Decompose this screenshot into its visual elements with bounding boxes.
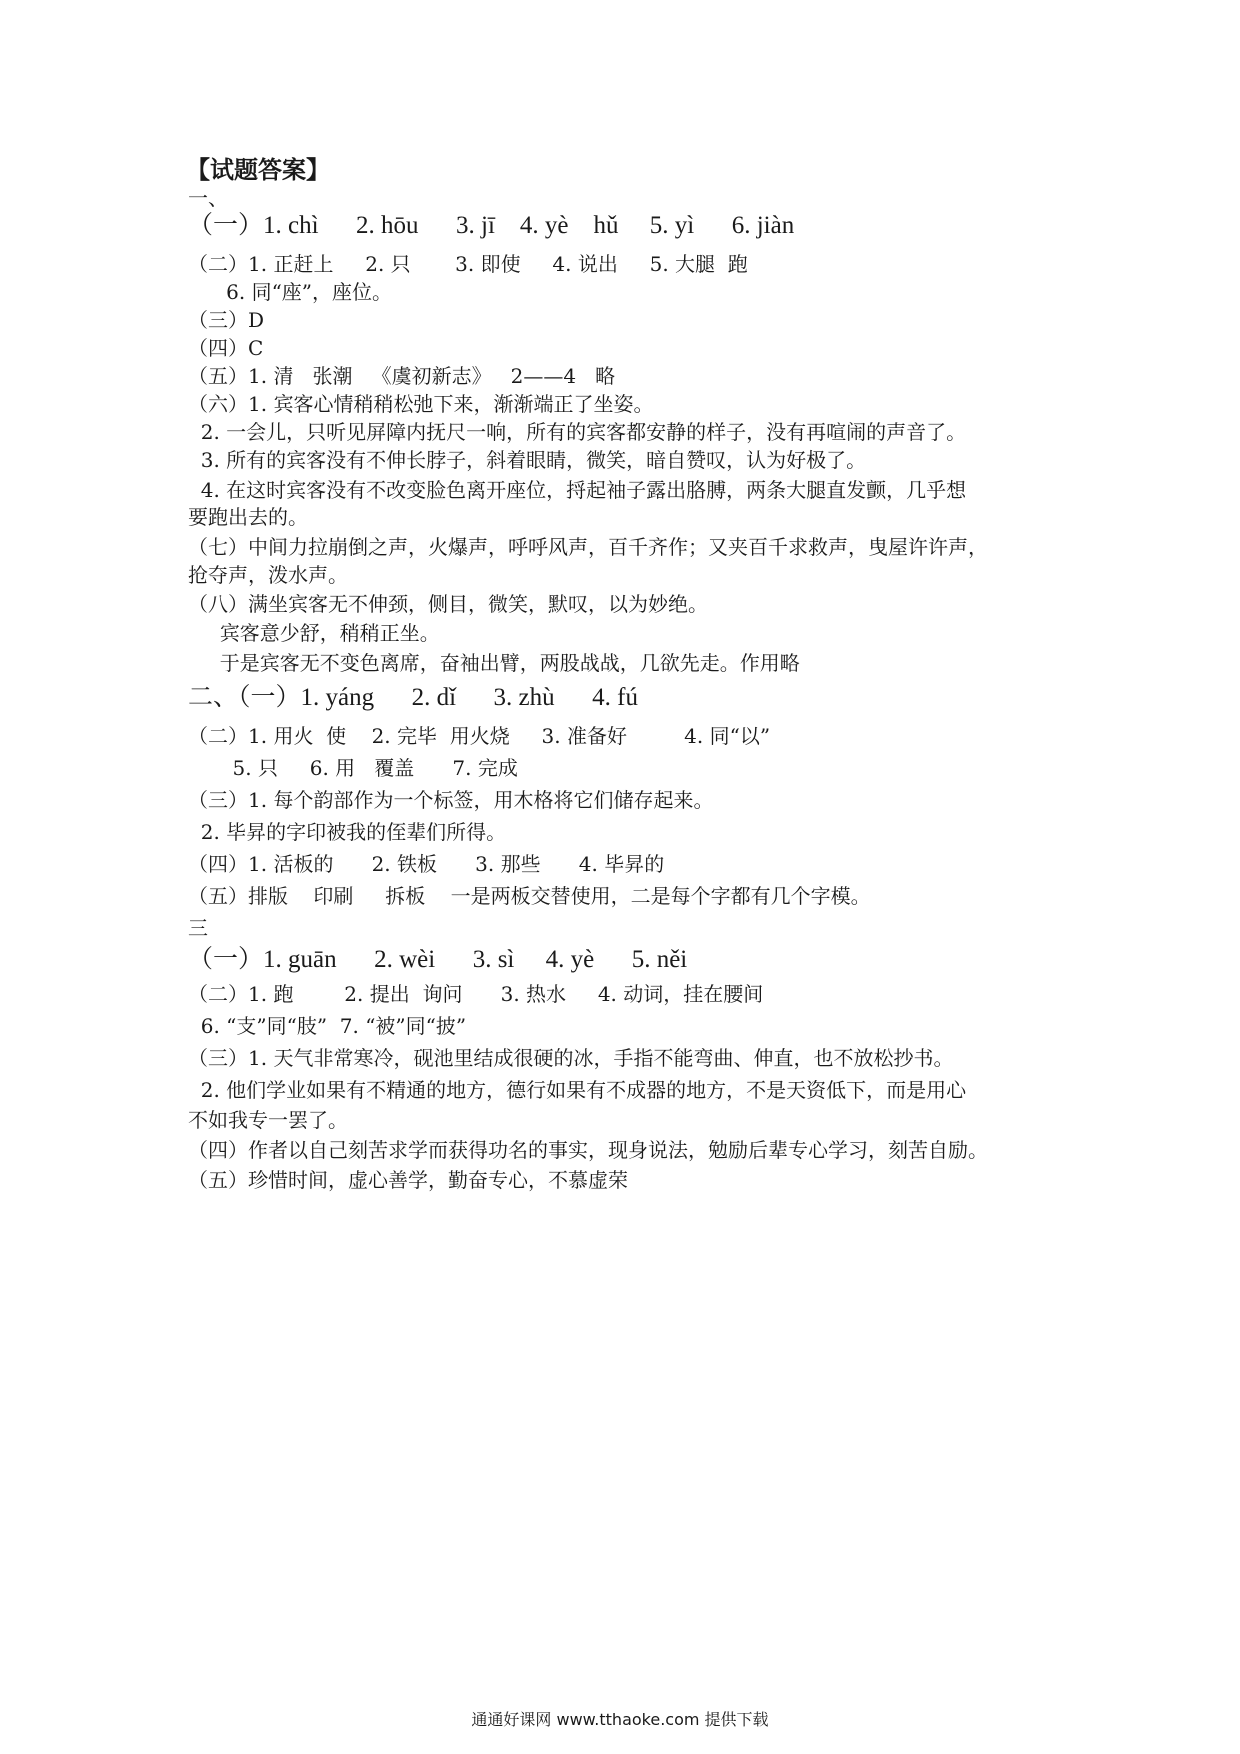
answer-line: 6. 同“座”，座位。 bbox=[188, 280, 393, 304]
answer-line: （四）作者以自己刻苦求学而获得功名的事实，现身说法，勉励后辈专心学习，刻苦自励。 bbox=[188, 1138, 988, 1162]
answer-line: 不如我专一罢了。 bbox=[188, 1108, 348, 1132]
answer-line: 要跑出去的。 bbox=[188, 505, 308, 529]
answer-line: （七）中间力拉崩倒之声，火爆声，呼呼风声，百千齐作；又夹百千求救声，曳屋许许声， bbox=[188, 535, 988, 559]
answer-line: （五）排版 印刷 拆板 一是两板交替使用，二是每个字都有几个字模。 bbox=[188, 884, 871, 908]
answer-line: （六）1. 宾客心情稍稍松弛下来，渐渐端正了坐姿。 bbox=[188, 392, 654, 416]
answer-line: （三）D bbox=[188, 308, 265, 332]
answer-line: 5. 只 6. 用 覆盖 7. 完成 bbox=[188, 756, 518, 780]
answer-line: （四）C bbox=[188, 336, 264, 360]
answer-line: （一）1. chì 2. hōu 3. jī 4. yè hǔ 5. yì 6. jiàn bbox=[188, 212, 795, 239]
answer-line: 2. 一会儿，只听见屏障内抚尺一响，所有的宾客都安静的样子，没有再喧闹的声音了。 bbox=[188, 420, 967, 444]
answer-line: 6. “支”同“肢” 7. “被”同“披” bbox=[188, 1014, 467, 1038]
answer-line: （二）1. 跑 2. 提出 询问 3. 热水 4. 动词，挂在腰间 bbox=[188, 982, 764, 1006]
section-3-label: 三 bbox=[188, 916, 208, 940]
section-1-label: 一、 bbox=[188, 186, 228, 210]
answer-line: （八）满坐宾客无不伸颈，侧目，微笑，默叹，以为妙绝。 bbox=[188, 592, 708, 616]
answer-line: 4. 在这时宾客没有不改变脸色离开座位，捋起袖子露出胳膊，两条大腿直发颤，几乎想 bbox=[188, 478, 967, 502]
answer-line: （四）1. 活板的 2. 铁板 3. 那些 4. 毕昇的 bbox=[188, 852, 665, 876]
answer-line: （三）1. 天气非常寒冷，砚池里结成很硬的冰，手指不能弯曲、伸直，也不放松抄书。 bbox=[188, 1046, 954, 1070]
answer-line: 于是宾客无不变色离席，奋袖出臂，两股战战，几欲先走。作用略 bbox=[188, 651, 800, 675]
answer-line: （五）1. 清 张潮 《虞初新志》 2——4 略 bbox=[188, 364, 616, 388]
answer-line: 2. 他们学业如果有不精通的地方，德行如果有不成器的地方，不是天资低下，而是用心 bbox=[188, 1078, 967, 1102]
answer-line: （五）珍惜时间，虚心善学，勤奋专心，不慕虚荣 bbox=[188, 1168, 628, 1192]
download-footer: 通通好课网 www.tthaoke.com 提供下载 bbox=[471, 1710, 769, 1729]
answer-line: （二）1. 正赶上 2. 只 3. 即使 4. 说出 5. 大腿 跑 bbox=[188, 252, 748, 276]
answer-line: 抢夺声，泼水声。 bbox=[188, 563, 348, 587]
answer-line: （一）1. guān 2. wèi 3. sì 4. yè 5. něi bbox=[188, 946, 688, 973]
answer-line: 3. 所有的宾客没有不伸长脖子，斜着眼睛，微笑，暗自赞叹，认为好极了。 bbox=[188, 448, 867, 472]
section-2-label: 二、（一）1. yáng 2. dǐ 3. zhù 4. fú bbox=[188, 684, 638, 711]
answer-line: （二）1. 用火 使 2. 完毕 用火烧 3. 准备好 4. 同“以” bbox=[188, 724, 771, 748]
answers-heading: 【试题答案】 bbox=[186, 156, 330, 184]
answer-line: 2. 毕昇的字印被我的侄辈们所得。 bbox=[188, 820, 507, 844]
answer-line: 宾客意少舒，稍稍正坐。 bbox=[188, 621, 440, 645]
answer-line: （三）1. 每个韵部作为一个标签，用木格将它们储存起来。 bbox=[188, 788, 714, 812]
